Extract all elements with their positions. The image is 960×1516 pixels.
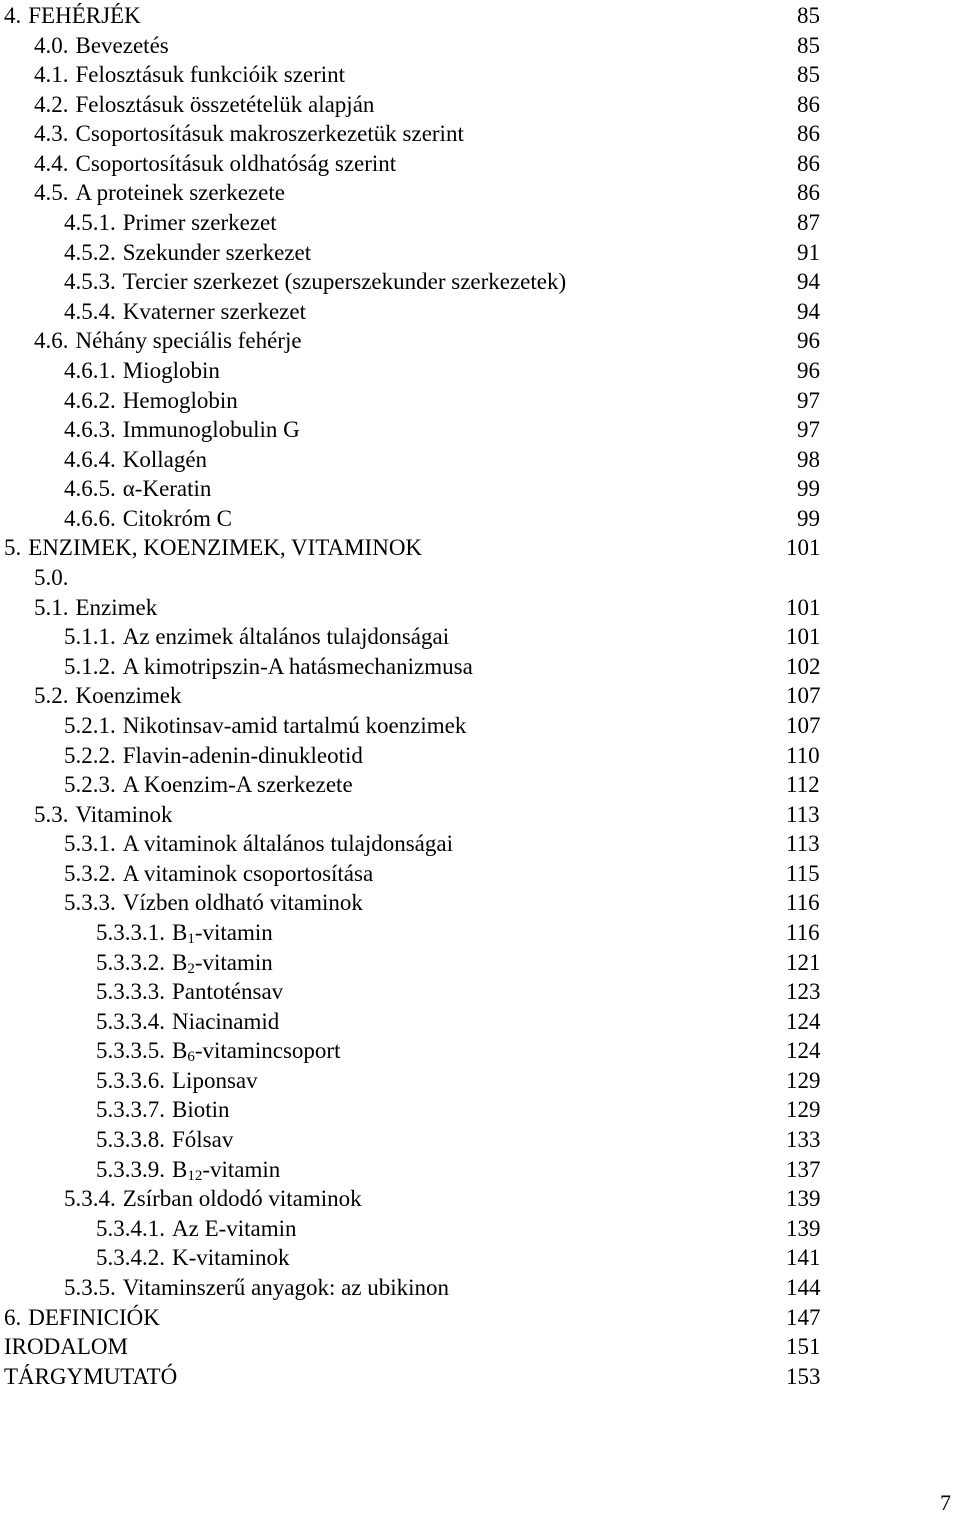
toc-entry-number: 4.4. xyxy=(34,150,69,176)
toc-entry xyxy=(64,208,277,238)
toc-row xyxy=(0,31,960,61)
toc-entry xyxy=(64,297,306,327)
toc-row xyxy=(0,741,960,771)
toc-page-number: 94 xyxy=(797,269,820,295)
toc-page-number: 144 xyxy=(786,1274,821,1300)
toc-row xyxy=(0,1362,960,1392)
toc-entry xyxy=(96,1243,290,1273)
toc-entry xyxy=(64,859,373,889)
toc-entry-number: 4.6.2. xyxy=(64,387,116,413)
toc-row xyxy=(0,1,960,31)
toc-entry xyxy=(34,563,76,593)
toc-page-number: 124 xyxy=(786,1038,821,1064)
toc-entry-subscript: 12 xyxy=(187,1167,203,1184)
toc-page-number: 102 xyxy=(786,653,821,679)
toc-entry xyxy=(34,800,173,830)
toc-row xyxy=(0,267,960,297)
toc-entry-number: 5.3.2. xyxy=(64,860,116,886)
toc-entry xyxy=(64,474,211,504)
toc-entry-number: 5.3.4.2. xyxy=(96,1245,165,1271)
toc-row xyxy=(0,386,960,416)
toc-row xyxy=(0,1332,960,1362)
toc-row xyxy=(0,770,960,800)
toc-entry-number: 5.2. xyxy=(34,683,69,709)
toc-entry-number: 4.0. xyxy=(34,32,69,58)
toc-page-number: 96 xyxy=(797,328,820,354)
toc-entry xyxy=(64,445,207,475)
toc-row xyxy=(0,681,960,711)
toc-entry-number: 4.6.5. xyxy=(64,476,116,502)
toc-entry xyxy=(64,504,232,534)
toc-page-number: 133 xyxy=(786,1127,821,1153)
toc-entry-number: 5.3.3. xyxy=(64,890,116,916)
toc-entry xyxy=(96,1155,280,1185)
toc-entry-title: Enzimek xyxy=(75,594,158,620)
toc-row xyxy=(0,415,960,445)
toc-entry xyxy=(34,31,169,61)
toc-entry-number: 4.3. xyxy=(34,121,69,147)
toc-page-number: 94 xyxy=(797,298,820,324)
toc-entry-title: Kollagén xyxy=(122,446,208,472)
toc-entry-number: 4. xyxy=(4,3,22,28)
toc-row xyxy=(0,977,960,1007)
toc-entry-title: Vízben oldható vitaminok xyxy=(122,890,363,916)
toc-page-number: 153 xyxy=(786,1363,821,1389)
toc-page-number: 139 xyxy=(786,1215,821,1241)
toc-row xyxy=(0,918,960,948)
toc-entry-title-suffix: -vitamin xyxy=(194,919,273,945)
toc-page-number: 91 xyxy=(797,239,820,265)
toc-entry xyxy=(4,1303,160,1333)
toc-page-number: 86 xyxy=(797,91,820,117)
toc-entry-subscript: 6 xyxy=(187,1049,195,1066)
toc-entry xyxy=(64,1184,362,1214)
toc-row xyxy=(0,711,960,741)
toc-row xyxy=(0,533,960,563)
toc-entry-title: K-vitaminok xyxy=(172,1245,290,1271)
toc-entry xyxy=(96,1036,340,1066)
toc-entry-title: A vitaminok csoportosítása xyxy=(122,860,374,886)
toc-row xyxy=(0,1155,960,1185)
toc-page-number: 107 xyxy=(786,683,821,709)
toc-entry-title: A proteinek szerkezete xyxy=(75,180,285,206)
toc-entry-number: 4.1. xyxy=(34,62,69,88)
toc-entry-title: Immunoglobulin G xyxy=(122,417,300,443)
toc-entry-number: 5.2.1. xyxy=(64,712,116,738)
toc-entry-title: Nikotinsav-amid tartalmú koenzimek xyxy=(122,712,467,738)
toc-entry-number: 5.3.3.9. xyxy=(96,1156,165,1182)
toc-entry xyxy=(4,1,141,31)
toc-row xyxy=(0,326,960,356)
toc-entry-number: 5. xyxy=(4,535,22,561)
toc-page-number: 141 xyxy=(786,1245,821,1271)
toc-entry-number: 5.0. xyxy=(34,565,69,591)
toc-entry xyxy=(96,918,273,948)
toc-entry xyxy=(96,1095,230,1125)
toc-entry-number: 5.3.3.4. xyxy=(96,1008,165,1034)
toc-entry-number: 4.5. xyxy=(34,180,69,206)
toc-row xyxy=(0,208,960,238)
toc-row xyxy=(0,1184,960,1214)
toc-page-number: 123 xyxy=(786,979,821,1005)
toc-entry-number: 5.1.1. xyxy=(64,624,116,650)
toc-entry-title: Hemoglobin xyxy=(122,387,238,413)
toc-entry-number: 4.5.1. xyxy=(64,210,116,236)
toc-entry-number: 5.1. xyxy=(34,594,69,620)
toc-row xyxy=(0,1066,960,1096)
toc-entry xyxy=(64,238,311,268)
toc-entry-title: Az E-vitamin xyxy=(172,1215,297,1241)
toc-entry xyxy=(64,829,453,859)
toc-entry-number: 5.3.3.3. xyxy=(96,979,165,1005)
toc-entry-title: A kimotripszin-A hatásmechanizmusa xyxy=(122,653,473,679)
toc-entry-title: Vitaminszerű anyagok: az ubikinon xyxy=(122,1274,450,1300)
toc-row xyxy=(0,800,960,830)
toc-entry-title: Mioglobin xyxy=(122,357,220,383)
toc-page-number: 86 xyxy=(797,180,820,206)
toc-entry-number: 5.3.3.5. xyxy=(96,1038,165,1064)
toc-entry xyxy=(96,948,273,978)
toc-entry xyxy=(96,1125,233,1155)
toc-row xyxy=(0,445,960,475)
toc-page-number: 129 xyxy=(786,1067,821,1093)
toc-page-number: 97 xyxy=(797,387,820,413)
toc-entry xyxy=(64,1273,449,1303)
toc-page-number: 85 xyxy=(797,32,820,58)
toc-entry xyxy=(34,119,464,149)
toc-entry-title: Néhány speciális fehérje xyxy=(75,328,302,354)
toc-page-number: 85 xyxy=(797,3,820,28)
toc-row xyxy=(0,1125,960,1155)
toc-row xyxy=(0,948,960,978)
toc-row xyxy=(0,474,960,504)
toc-entry xyxy=(64,622,449,652)
toc-entry-title: α-Keratin xyxy=(122,476,212,502)
toc-entry-number: 5.3.3.1. xyxy=(96,919,165,945)
toc-entry xyxy=(64,770,353,800)
toc-page-number: 97 xyxy=(797,417,820,443)
toc-entry xyxy=(64,415,300,445)
toc-entry-number: 5.3.5. xyxy=(64,1274,116,1300)
toc-page-number: 101 xyxy=(786,624,821,650)
toc-entry-title: Fólsav xyxy=(172,1127,234,1153)
toc-entry-number: 5.3.3.8. xyxy=(96,1127,165,1153)
toc-entry-title: Flavin-adenin-dinukleotid xyxy=(122,742,363,768)
toc-page-number: 116 xyxy=(786,919,820,945)
toc-page-number: 85 xyxy=(797,62,820,88)
toc-entry xyxy=(34,60,345,90)
toc-page-number: 124 xyxy=(786,1008,821,1034)
toc-page-number: 110 xyxy=(786,742,820,768)
toc-page-number: 139 xyxy=(786,1186,821,1212)
toc-page-number: 87 xyxy=(797,210,820,236)
toc-entry-title: B xyxy=(172,949,188,975)
toc-entry xyxy=(4,1362,177,1392)
toc-entry-title: A vitaminok általános tulajdonságai xyxy=(122,831,453,857)
toc-entry-number: 5.3.3.6. xyxy=(96,1067,165,1093)
toc-page-number: 147 xyxy=(786,1304,821,1330)
toc-entry-title: Niacinamid xyxy=(172,1008,280,1034)
toc-page-number: 99 xyxy=(797,505,820,531)
toc-page-number: 99 xyxy=(797,476,820,502)
toc-entry-number: 5.3.3.7. xyxy=(96,1097,165,1123)
toc-entry-title: DEFINICIÓK xyxy=(28,1304,160,1330)
toc-entry xyxy=(64,267,566,297)
toc-entry-number: 4.6.4. xyxy=(64,446,116,472)
toc-row xyxy=(0,1007,960,1037)
toc-entry-title: ENZIMEK, KOENZIMEK, VITAMINOK xyxy=(28,535,423,561)
toc-entry-title: Vitaminok xyxy=(75,801,173,827)
toc-page-number: 86 xyxy=(797,150,820,176)
toc-page-number: 113 xyxy=(786,831,820,857)
toc-entry-number: 5.3.4. xyxy=(64,1186,116,1212)
toc-entry-number: 4.6.1. xyxy=(64,357,116,383)
toc-entry xyxy=(64,652,473,682)
toc-entry-title: B xyxy=(172,1156,188,1182)
toc-entry-title: Biotin xyxy=(172,1097,230,1123)
toc-row xyxy=(0,829,960,859)
toc-entry-title: TÁRGYMUTATÓ xyxy=(4,1363,178,1389)
page-number: 7 xyxy=(940,1490,951,1515)
toc-row xyxy=(0,1243,960,1273)
toc-entry-title-suffix: -vitamin xyxy=(202,1156,281,1182)
toc-entry xyxy=(64,741,363,771)
toc-entry-title: Felosztásuk összetételük alapján xyxy=(75,91,375,117)
toc-entry xyxy=(96,1214,297,1244)
toc-entry-title: B xyxy=(172,1038,188,1064)
toc-entry-number: 4.5.2. xyxy=(64,239,116,265)
toc-row xyxy=(0,563,960,593)
toc-entry xyxy=(34,149,396,179)
toc-entry xyxy=(96,1066,258,1096)
toc-entry xyxy=(4,533,422,563)
toc-entry-title: Bevezetés xyxy=(75,32,169,58)
toc-entry-number: 4.5.4. xyxy=(64,298,116,324)
toc-row xyxy=(0,888,960,918)
toc-entry-number: 4.6.6. xyxy=(64,505,116,531)
toc-entry-number: 4.6. xyxy=(34,328,69,354)
toc-page-number: 115 xyxy=(786,860,820,886)
toc-entry-title: Tercier szerkezet (szuperszekunder szerkezetek) xyxy=(122,269,567,295)
toc-row xyxy=(0,1095,960,1125)
toc-entry xyxy=(96,1007,279,1037)
toc-entry-title: Citokróm C xyxy=(122,505,233,531)
toc-entry xyxy=(96,977,283,1007)
toc-entry-number: 5.3.4.1. xyxy=(96,1215,165,1241)
toc-page-number: 137 xyxy=(786,1156,821,1182)
toc-page-number: 96 xyxy=(797,357,820,383)
toc-row xyxy=(0,652,960,682)
toc-entry-title: Koenzimek xyxy=(75,683,182,709)
toc-row xyxy=(0,356,960,386)
toc-page-number: 107 xyxy=(786,712,821,738)
toc-entry-title: Szekunder szerkezet xyxy=(122,239,312,265)
toc-row xyxy=(0,859,960,889)
toc-row xyxy=(0,238,960,268)
toc-row xyxy=(0,622,960,652)
toc-row xyxy=(0,60,960,90)
toc-entry-title: Felosztásuk funkcióik szerint xyxy=(75,62,346,88)
toc-entry xyxy=(34,90,374,120)
toc-page-number: 112 xyxy=(786,772,820,798)
toc-entry-number: 4.2. xyxy=(34,91,69,117)
toc-entry-subscript: 1 xyxy=(187,930,195,947)
toc-page-number: 101 xyxy=(786,535,821,561)
toc-entry-number: 5.3. xyxy=(34,801,69,827)
toc-entry-number: 4.6.3. xyxy=(64,417,116,443)
toc-page-number: 116 xyxy=(786,890,820,916)
toc-entry-title: Csoportosításuk makroszerkezetük szerint xyxy=(75,121,464,147)
toc-page-number: 113 xyxy=(786,801,820,827)
toc-entry-number: 5.1.2. xyxy=(64,653,116,679)
toc-entry xyxy=(64,711,466,741)
toc-entry-number: 5.3.1. xyxy=(64,831,116,857)
toc-entry-title: B xyxy=(172,919,188,945)
toc-entry-title: Pantoténsav xyxy=(172,979,284,1005)
toc-entry-title: Zsírban oldodó vitaminok xyxy=(122,1186,362,1212)
toc-row xyxy=(0,178,960,208)
toc-row xyxy=(0,119,960,149)
toc-entry xyxy=(34,681,182,711)
toc-row xyxy=(0,1214,960,1244)
toc-entry xyxy=(34,178,285,208)
toc-entry xyxy=(64,356,220,386)
toc-page-number: 151 xyxy=(786,1334,821,1360)
toc-entry xyxy=(34,593,157,623)
toc-entry-title: Csoportosításuk oldhatóság szerint xyxy=(75,150,397,176)
toc-entry-title-suffix: -vitamincsoport xyxy=(194,1038,341,1064)
toc-entry-number: 6. xyxy=(4,1304,22,1330)
toc-row xyxy=(0,1036,960,1066)
toc-entry-title: A Koenzim-A szerkezete xyxy=(122,772,353,798)
toc-entry-title-suffix: -vitamin xyxy=(194,949,273,975)
toc-page-number: 98 xyxy=(797,446,820,472)
toc-row xyxy=(0,149,960,179)
toc-entry-title: Liponsav xyxy=(172,1067,258,1093)
toc-page-number: 129 xyxy=(786,1097,821,1123)
toc-entry-title: FEHÉRJÉK xyxy=(28,3,141,28)
toc-row xyxy=(0,90,960,120)
toc-row xyxy=(0,297,960,327)
toc-entry xyxy=(64,386,238,416)
toc-entry xyxy=(4,1332,128,1362)
toc-page-number: 121 xyxy=(786,949,821,975)
toc-entry-title: Primer szerkezet xyxy=(122,210,277,236)
toc-row xyxy=(0,1303,960,1333)
toc-entry-title: Az enzimek általános tulajdonságai xyxy=(122,624,450,650)
toc-entry-title: IRODALOM xyxy=(4,1334,128,1360)
toc-entry xyxy=(34,326,302,356)
toc-row xyxy=(0,1273,960,1303)
toc-page-number: 101 xyxy=(786,594,821,620)
toc-entry xyxy=(64,888,363,918)
toc-page-number: 86 xyxy=(797,121,820,147)
toc-entry-number: 5.3.3.2. xyxy=(96,949,165,975)
toc-entry-number: 5.2.2. xyxy=(64,742,116,768)
toc-entry-title: Kvaterner szerkezet xyxy=(122,298,306,324)
toc-entry-subscript: 2 xyxy=(187,960,195,977)
toc-row xyxy=(0,593,960,623)
toc-row xyxy=(0,504,960,534)
toc-entry-number: 5.2.3. xyxy=(64,772,116,798)
toc-entry-number: 4.5.3. xyxy=(64,269,116,295)
